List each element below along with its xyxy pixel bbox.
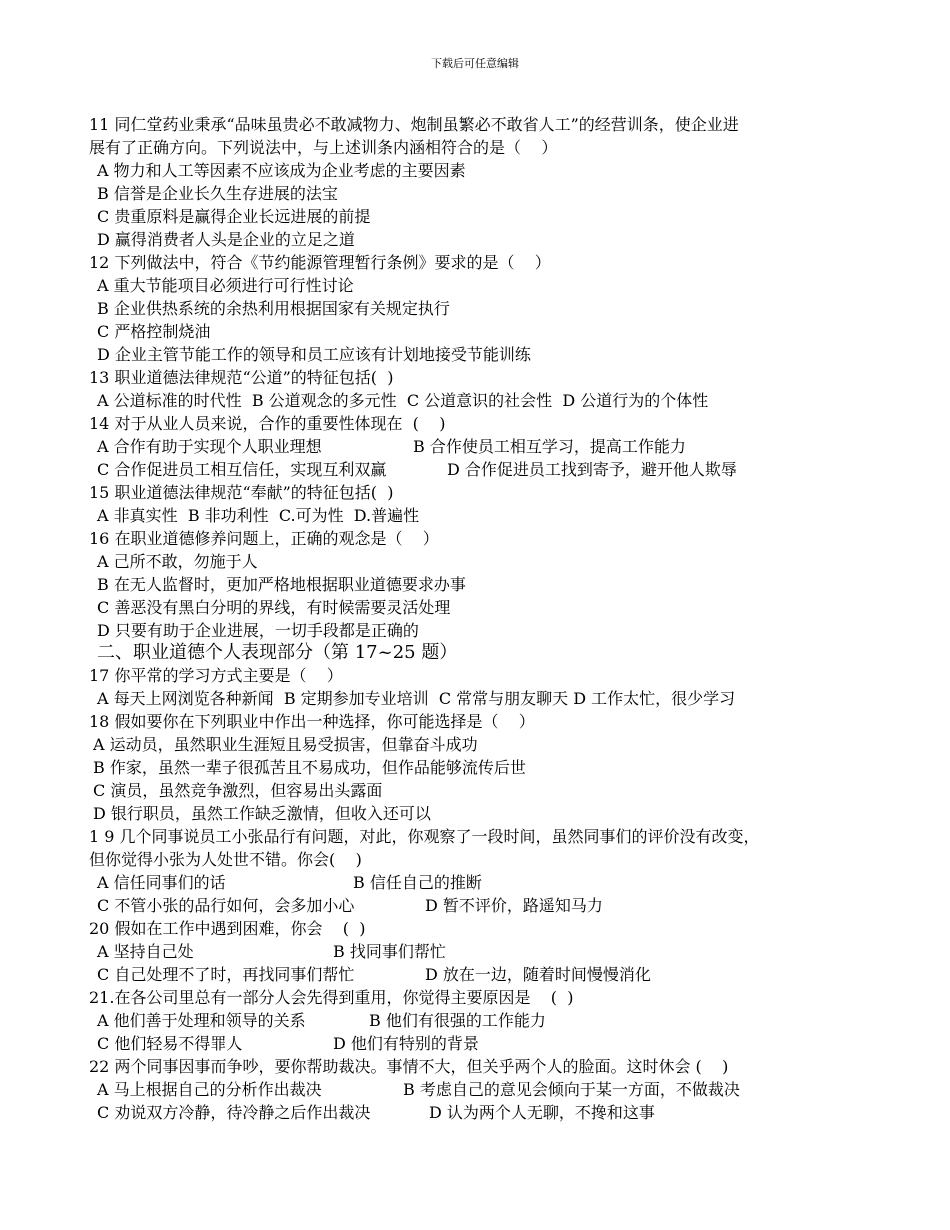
question-22-option-d: D 认为两个人无聊，不搀和这事 [429, 1103, 655, 1122]
question-20-options-cd [89, 963, 879, 986]
question-11-stem-line1: 11 同仁堂药业秉承“品味虽贵必不敢减物力、炮制虽繁必不敢省人工”的经营训条，使企业进 [89, 115, 739, 134]
question-16-option-d: D 只要有助于企业进展，一切手段都是正确的 [97, 621, 419, 640]
question-19-option-b: B 信任自己的推断 [353, 873, 482, 892]
question-21-option-c: C 他们轻易不得罪人 [97, 1034, 243, 1053]
question-14-options-cd [89, 458, 879, 481]
question-13-stem: 13 职业道德法律规范“公道”的特征包括( ) [89, 368, 394, 387]
question-12-option-d: D 企业主管节能工作的领导和员工应该有计划地接受节能训练 [97, 345, 531, 364]
question-22-options-ab [89, 1078, 879, 1101]
question-11-option-b: B 信誉是企业长久生存进展的法宝 [97, 184, 338, 203]
question-17-stem: 17 你平常的学习方式主要是（ ） [89, 666, 343, 685]
question-16-option-a: A 己所不敢，勿施于人 [97, 552, 258, 571]
question-14-stem: 14 对于从业人员来说，合作的重要性体现在 ( ) [89, 414, 446, 433]
question-15-stem: 15 职业道德法律规范“奉献”的特征包括( ) [89, 483, 394, 502]
question-14-option-c: C 合作促进员工相互信任，实现互利双赢 [97, 460, 387, 479]
question-11-option-d: D 赢得消费者人头是企业的立足之道 [97, 230, 355, 249]
question-14-option-b: B 合作使员工相互学习，提高工作能力 [413, 437, 686, 456]
question-19-option-a: A 信任同事们的话 [97, 873, 226, 892]
question-20-options-ab [89, 940, 879, 963]
question-12-option-c: C 严格控制烧油 [97, 322, 211, 341]
question-18-option-a: A 运动员，虽然职业生涯短且易受损害，但靠奋斗成功 [93, 735, 478, 754]
question-13-options: A 公道标准的时代性 B 公道观念的多元性 C 公道意识的社会性 D 公道行为的个体性 [97, 391, 709, 410]
question-20-option-b: B 找同事们帮忙 [333, 942, 446, 961]
question-20-option-a: A 坚持自己处 [97, 942, 194, 961]
question-21-option-a: A 他们善于处理和领导的关系 [97, 1011, 306, 1030]
question-21-option-b: B 他们有很强的工作能力 [369, 1011, 546, 1030]
question-20-option-d: D 放在一边，随着时间慢慢消化 [425, 965, 651, 984]
question-19-options-ab [89, 871, 879, 894]
question-16-stem: 16 在职业道德修养问题上，正确的观念是（ ） [89, 529, 439, 548]
question-12-option-b: B 企业供热系统的余热利用根据国家有关规定执行 [97, 299, 450, 318]
question-19-options-cd [89, 894, 879, 917]
question-22-option-b: B 考虑自己的意见会倾向于某一方面，不做裁决 [403, 1080, 740, 1099]
question-21-option-d: D 他们有特别的背景 [333, 1034, 479, 1053]
question-12-stem: 12 下列做法中，符合《节约能源管理暂行条例》要求的是（ ） [89, 253, 551, 272]
question-14-option-a: A 合作有助于实现个人职业理想 [97, 437, 322, 456]
question-16-option-c: C 善恶没有黑白分明的界线，有时候需要灵活处理 [97, 598, 451, 617]
question-11-stem-line2: 展有了正确方向。下列说法中，与上述训条内涵相符合的是（ ） [89, 138, 558, 157]
page-header: 下载后可任意编辑 [431, 57, 519, 70]
question-18-option-d: D 银行职员，虽然工作缺乏激情，但收入还可以 [93, 804, 431, 823]
question-11-option-a: A 物力和人工等因素不应该成为企业考虑的主要因素 [97, 161, 466, 180]
question-20-stem: 20 假如在工作中遇到困难，你会 ( ) [89, 919, 366, 938]
question-12-option-a: A 重大节能项目必须进行可行性讨论 [97, 276, 354, 295]
question-19-stem-line2: 但你觉得小张为人处世不错。你会( ) [89, 850, 362, 869]
section-heading: 二、职业道德个人表现部分（第 17~25 题） [97, 642, 458, 663]
question-18-option-c: C 演员，虽然竞争激烈，但容易出头露面 [93, 781, 383, 800]
question-22-option-c: C 劝说双方冷静，待冷静之后作出裁决 [97, 1103, 371, 1122]
question-14-option-d: D 合作促进员工找到寄予，避开他人欺辱 [447, 460, 737, 479]
question-19-option-c: C 不管小张的品行如何，会多加小心 [97, 896, 355, 915]
question-20-option-c: C 自己处理不了时，再找同事们帮忙 [97, 965, 355, 984]
question-19-stem-line1: 1 9 几个同事说员工小张品行有问题，对此，你观察了一段时间，虽然同事们的评价没有改变， [89, 827, 760, 846]
question-14-options-ab [89, 435, 879, 458]
question-22-options-cd [89, 1101, 879, 1124]
question-22-option-a: A 马上根据自己的分析作出裁决 [97, 1080, 322, 1099]
question-21-options-ab [89, 1009, 879, 1032]
question-17-options: A 每天上网浏览各种新闻 B 定期参加专业培训 C 常常与朋友聊天 D 工作太忙，很少学习 [97, 689, 736, 708]
question-15-options: A 非真实性 B 非功利性 C.可为性 D.普遍性 [97, 506, 420, 525]
document-body [89, 113, 879, 1124]
question-22-stem: 22 两个同事因事而争吵，要你帮助裁决。事情不大，但关乎两个人的脸面。这时休会 ( ) [89, 1057, 729, 1076]
question-19-option-d: D 暂不评价，路遥知马力 [425, 896, 603, 915]
question-16-option-b: B 在无人监督时，更加严格地根据职业道德要求办事 [97, 575, 466, 594]
question-21-options-cd [89, 1032, 879, 1055]
question-11-option-c: C 贵重原料是赢得企业长远进展的前提 [97, 207, 371, 226]
question-18-stem: 18 假如要你在下列职业中作出一种选择，你可能选择是（ ） [89, 712, 535, 731]
question-21-stem: 21.在各公司里总有一部分人会先得到重用，你觉得主要原因是 ( ) [89, 988, 574, 1007]
question-18-option-b: B 作家，虽然一辈子很孤苦且不易成功，但作品能够流传后世 [93, 758, 526, 777]
